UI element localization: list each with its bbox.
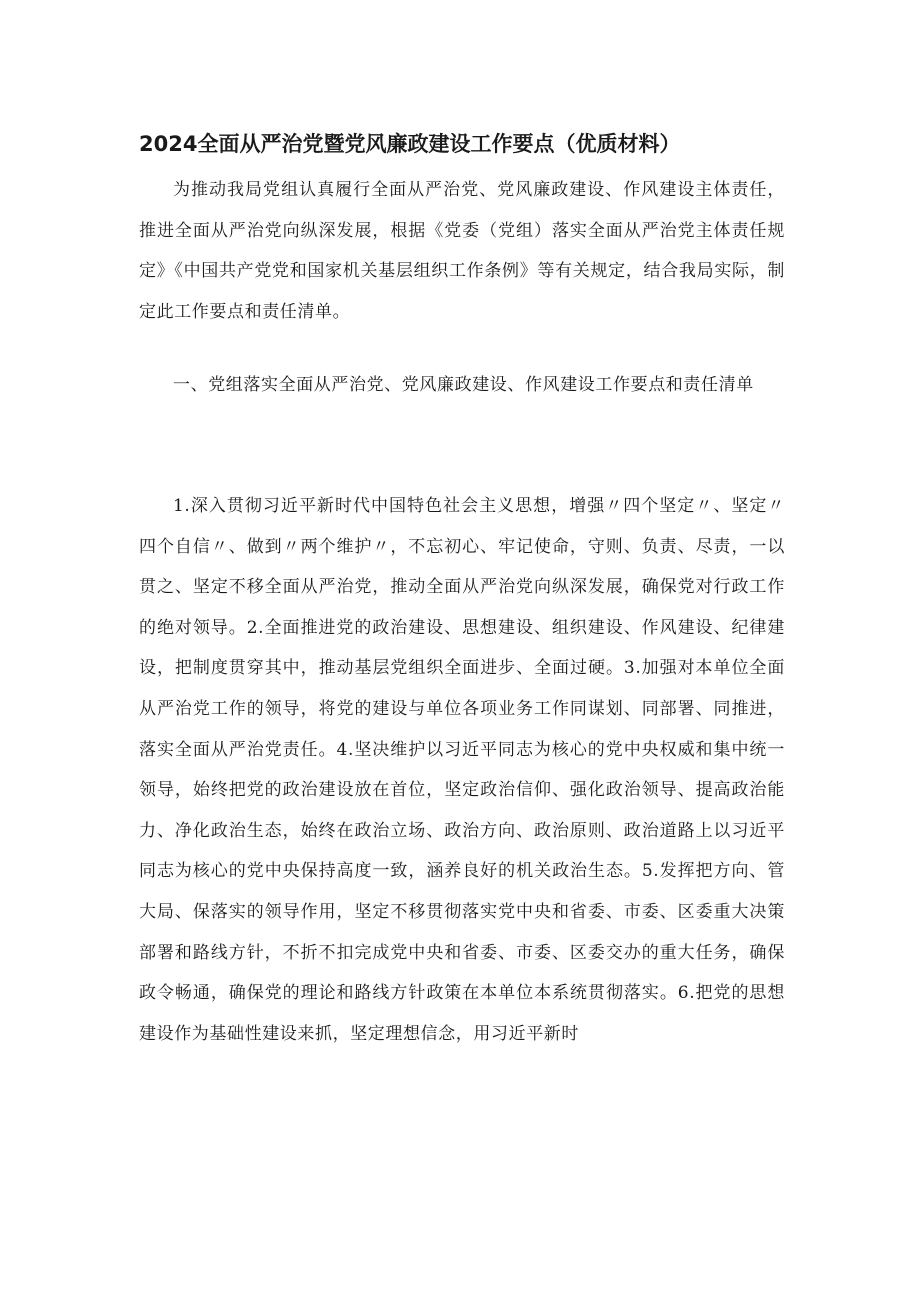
body-paragraph: 1.深入贯彻习近平新时代中国特色社会主义思想，增强〃四个坚定〃、坚定〃四个自信〃、做到〃两个维护〃，不忘初心、牢记使命，守则、负责、尽责，一以贯之、坚定不移全面从严治党，推动全面从严治党向纵深发展，确保党对行政工作的绝对领导。2.全面推进党的政治建设、思想建设、组织建设、作风建设、纪律建设，把制度贯穿其中，推动基层党组织全面进步、全面过硬。3.加强对本单位全面从严治党工作的领导，将党的建设与单位各项业务工作同谋划、同部署、同推进，落实全面从严治党责任。4.坚决维护以习近平同志为核心的党中央权威和集中统一领导，始终把党的政治建设放在首位，坚定政治信仰、强化政治领导、提高政治能力、净化政治生态，始终在政治立场、政治方向、政治原则、政治道路上以习近平同志为核心的党中央保持高度一致，涵养良好的机关政治生态。5.发挥把方向、管大局、保落实的领导作用，坚定不移贯彻落实党中央和省委、市委、区委重大决策部署和路线方针，不折不扣完成党中央和省委、市委、区委交办的重大任务，确保政令畅通，确保党的理论和路线方针政策在本单位本系统贯彻落实。6.把党的思想建设作为基础性建设来抓，坚定理想信念，用习近平新时 (139, 496, 785, 1044)
document-title: 2024全面从严治党暨党风廉政建设工作要点（优质材料） (139, 132, 681, 156)
section-heading: 一、党组落实全面从严治党、党风廉政建设、作风建设工作要点和责任清单 (173, 375, 754, 395)
intro-paragraph: 为推动我局党组认真履行全面从严治党、党风廉政建设、作风建设主体责任，推进全面从严治党向纵深发展，根据《党委（党组）落实全面从严治党主体责任规定》《中国共产党党和国家机关基层组织工作条例》等有关规定，结合我局实际，制定此工作要点和责任清单。 (139, 180, 785, 322)
